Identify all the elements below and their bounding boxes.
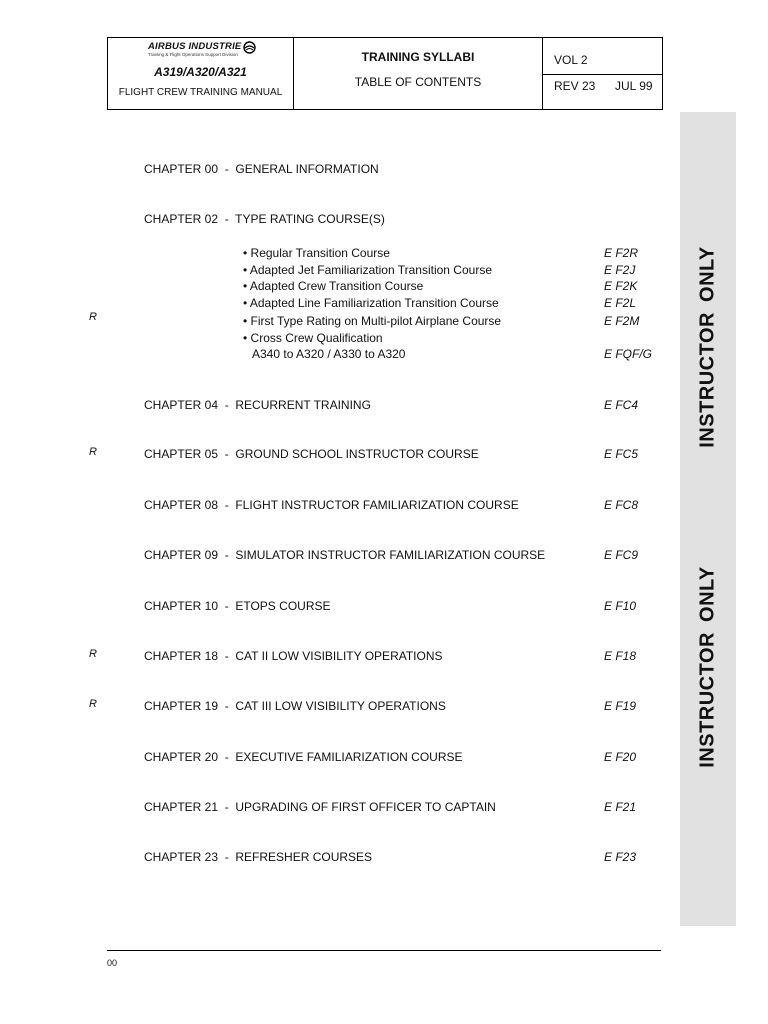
toc-chapter-code: E FC4 [604, 398, 639, 412]
toc-chapter-code: E F18 [604, 649, 637, 663]
toc-chapter-05: CHAPTER 05 - GROUND SCHOOL INSTRUCTOR COURSE [144, 447, 479, 461]
toc-subitem-code: E F2J [604, 263, 636, 277]
company-name: AIRBUS INDUSTRIE [148, 41, 242, 52]
toc-chapter-04: CHAPTER 04 - RECURRENT TRAINING [144, 398, 371, 412]
volume-label: VOL 2 [554, 53, 588, 67]
toc-chapter-18: CHAPTER 18 - CAT II LOW VISIBILITY OPERATIONS [144, 649, 443, 663]
toc-chapter-08: CHAPTER 08 - FLIGHT INSTRUCTOR FAMILIARIZATION COURSE [144, 498, 519, 512]
company-division: Training & Flight Operations Support Division [148, 52, 238, 57]
revision-mark: R [89, 648, 97, 660]
header-title-cell [294, 38, 543, 109]
footer-divider [107, 950, 661, 951]
instructor-only-band [680, 112, 736, 926]
airbus-logo-icon [243, 41, 256, 54]
toc-chapter-code: E F20 [604, 750, 637, 764]
toc-chapter-code: E FC8 [604, 498, 639, 512]
toc-subitem: • Adapted Crew Transition Course [243, 279, 424, 293]
toc-chapter-code: E FC9 [604, 548, 639, 562]
toc-chapter-23: CHAPTER 23 - REFRESHER COURSES [144, 850, 373, 864]
instructor-only-label: INSTRUCTOR ONLY [696, 566, 719, 768]
toc-chapter-21: CHAPTER 21 - UPGRADING OF FIRST OFFICER TO CAPTAIN [144, 800, 496, 814]
toc-chapter-09: CHAPTER 09 - SIMULATOR INSTRUCTOR FAMILIARIZATION COURSE [144, 548, 546, 562]
toc-subitem-code: E F2L [604, 296, 637, 310]
toc-subitem-code: E F2M [604, 314, 640, 328]
header-revision-cell [543, 38, 662, 109]
revision-mark: R [89, 698, 97, 710]
toc-chapter-19: CHAPTER 19 - CAT III LOW VISIBILITY OPERATIONS [144, 699, 446, 713]
toc-chapter-code: E F23 [604, 850, 637, 864]
toc-subitem: • Regular Transition Course [243, 246, 390, 260]
aircraft-models: A319/A320/A321 [154, 65, 247, 79]
revision-date: JUL 99 [615, 79, 653, 93]
toc-chapter-00: CHAPTER 00 - GENERAL INFORMATION [144, 162, 379, 176]
document-header [107, 37, 663, 110]
toc-chapter-10: CHAPTER 10 - ETOPS COURSE [144, 599, 331, 613]
revision-label: REV 23 [554, 79, 596, 93]
toc-subitem: • Cross Crew Qualification [243, 331, 383, 345]
toc-chapter-code: E FC5 [604, 447, 639, 461]
instructor-only-label: INSTRUCTOR ONLY [696, 246, 719, 448]
toc-subitem: • Adapted Line Familiarization Transition Course [243, 296, 499, 310]
toc-chapter-code: E F21 [604, 800, 637, 814]
manual-name: FLIGHT CREW TRAINING MANUAL [118, 87, 283, 98]
toc-subitem-code: E FQF/G [604, 347, 652, 361]
document-subtitle: TABLE OF CONTENTS [354, 75, 482, 89]
revision-mark: R [89, 446, 97, 458]
toc-chapter-code: E F10 [604, 599, 637, 613]
volume-row [543, 38, 662, 75]
revision-mark: R [89, 311, 97, 323]
toc-chapter-20: CHAPTER 20 - EXECUTIVE FAMILIARIZATION COURSE [144, 750, 463, 764]
toc-subitem-code: E F2R [604, 246, 639, 260]
toc-chapter-code: E F19 [604, 699, 637, 713]
toc-subitem: • First Type Rating on Multi-pilot Airplane Course [243, 314, 502, 328]
toc-chapter-02: CHAPTER 02 - TYPE RATING COURSE(S) [144, 212, 385, 226]
header-company-cell [108, 38, 294, 109]
toc-subitem: • Adapted Jet Familiarization Transition Course [243, 263, 492, 277]
document-title: TRAINING SYLLABI [361, 50, 475, 64]
toc-subitem-code: E F2K [604, 279, 638, 293]
page-number: 00 [107, 958, 118, 968]
toc-subitem: A340 to A320 / A330 to A320 [252, 347, 406, 361]
